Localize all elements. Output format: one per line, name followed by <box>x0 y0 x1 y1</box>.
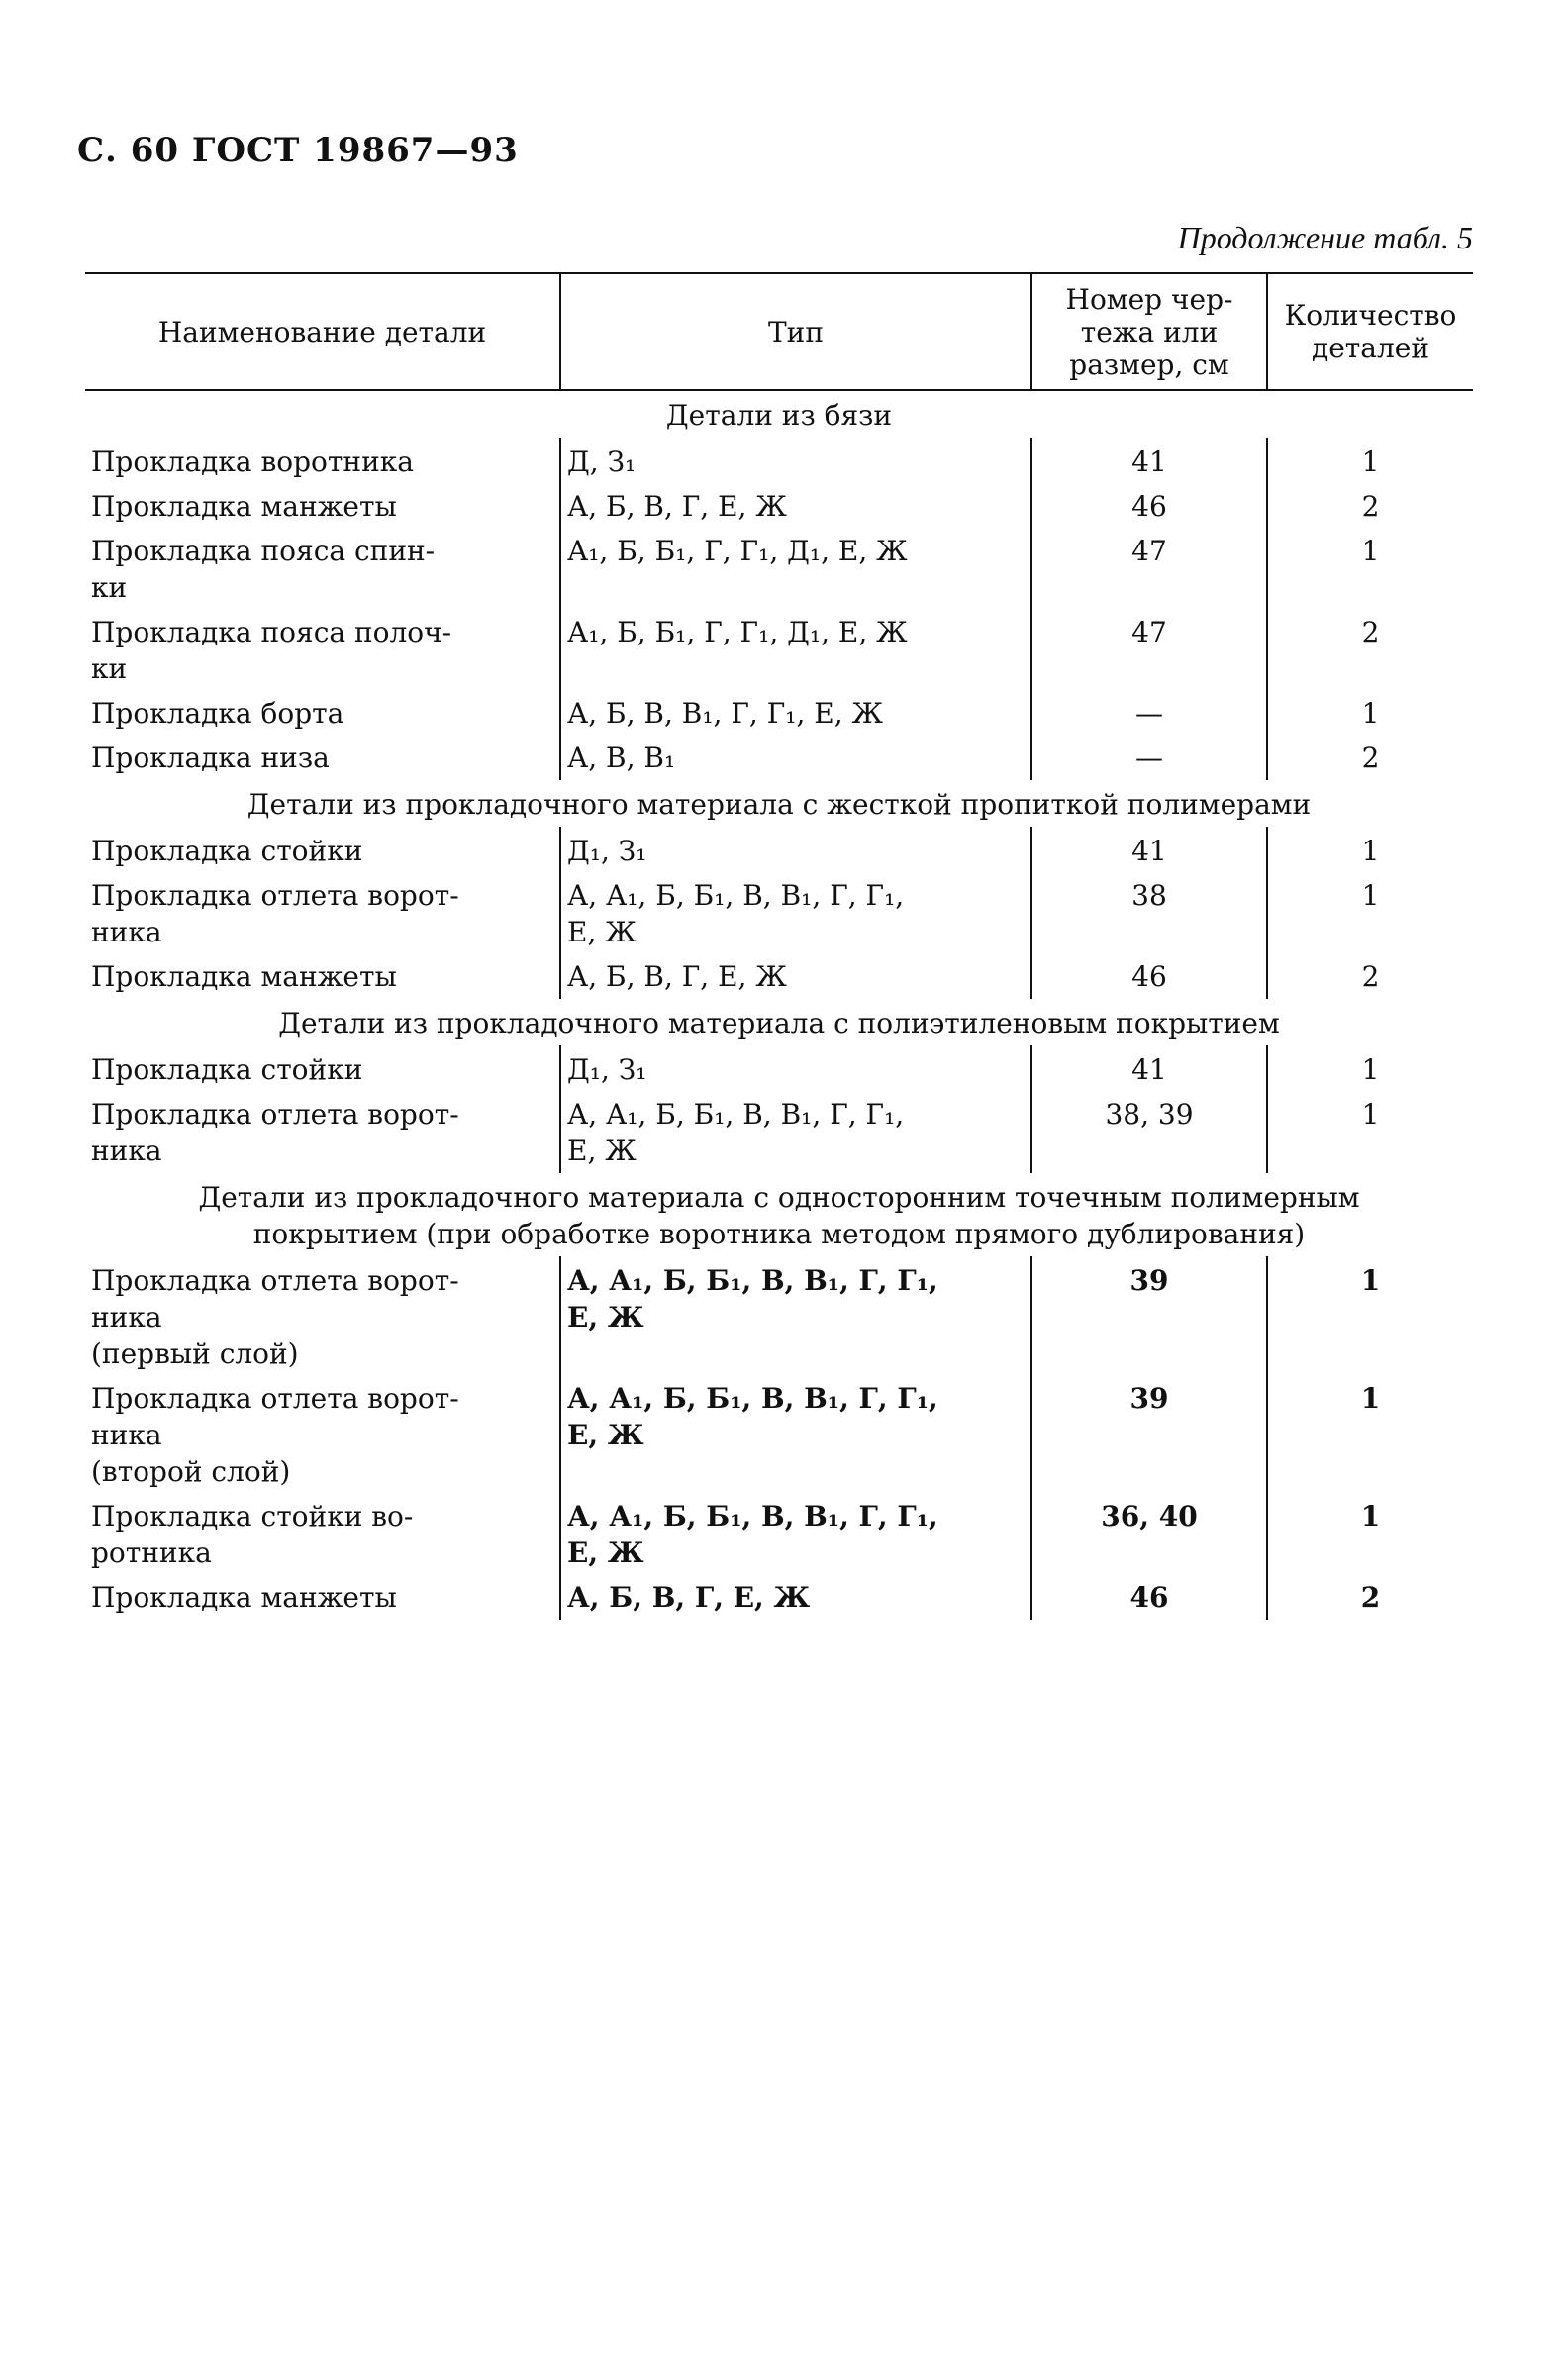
table-row <box>85 484 1473 529</box>
cell-part-name: Прокладка манжеты <box>91 960 397 993</box>
cell-drawing-number: 47 <box>1031 529 1267 610</box>
cell-part-name: Прокладка стойки <box>91 835 363 867</box>
cell-quantity: 1 <box>1267 438 1473 484</box>
cell-type: А, Б, В, Г, Е, Ж <box>560 484 1031 529</box>
cell-part-name: Прокладка отлета ворот- ника (первый слой) <box>91 1264 459 1370</box>
table-row <box>85 438 1473 484</box>
table-row <box>85 529 1473 610</box>
cell-quantity: 1 <box>1267 1494 1473 1575</box>
table-header-row <box>85 273 1473 390</box>
section-title: Детали из прокладочного материала с жесткой пропиткой полимерами <box>246 788 1312 821</box>
cell-quantity: 2 <box>1267 1575 1473 1620</box>
cell-part-name: Прокладка манжеты <box>91 1581 397 1614</box>
cell-part-name: Прокладка манжеты <box>91 490 397 523</box>
cell-part-name: Прокладка воротника <box>91 446 414 478</box>
cell-part-name: Прокладка отлета ворот- ника <box>91 879 459 948</box>
section-header-row <box>85 390 1473 438</box>
table-row <box>85 827 1473 873</box>
cell-type: А₁, Б, Б₁, Г, Г₁, Д₁, Е, Ж <box>560 529 1031 610</box>
cell-part-name: Прокладка пояса полоч- ки <box>91 616 452 685</box>
cell-quantity: 1 <box>1267 1045 1473 1092</box>
page-header: С. 60 ГОСТ 19867—93 <box>77 131 519 170</box>
cell-drawing-number: 39 <box>1031 1376 1267 1494</box>
cell-drawing-number: 41 <box>1031 438 1267 484</box>
table-row <box>85 1376 1473 1494</box>
table-row <box>85 1092 1473 1173</box>
cell-drawing-number: 38, 39 <box>1031 1092 1267 1173</box>
cell-drawing-number: 41 <box>1031 1045 1267 1092</box>
cell-part-name: Прокладка низа <box>91 742 330 774</box>
cell-type: А, А₁, Б, Б₁, В, В₁, Г, Г₁, Е, Ж <box>560 1092 1031 1173</box>
column-header-type: Тип <box>560 273 1031 390</box>
section-title: Детали из прокладочного материала с полиэтиленовым покрытием <box>278 1007 1280 1040</box>
cell-quantity: 2 <box>1267 610 1473 691</box>
cell-quantity: 1 <box>1267 1092 1473 1173</box>
cell-quantity: 1 <box>1267 873 1473 954</box>
table-body <box>85 390 1473 1620</box>
cell-part-name: Прокладка борта <box>91 697 344 730</box>
cell-type: А, А₁, Б, Б₁, В, В₁, Г, Г₁, Е, Ж <box>560 1376 1031 1494</box>
cell-quantity: 1 <box>1267 529 1473 610</box>
cell-part-name: Прокладка стойки <box>91 1053 363 1086</box>
cell-drawing-number: 46 <box>1031 1575 1267 1620</box>
cell-drawing-number: 39 <box>1031 1256 1267 1376</box>
cell-drawing-number: — <box>1031 691 1267 736</box>
cell-type: А, Б, В, Г, Е, Ж <box>560 1575 1031 1620</box>
cell-type: Д₁, З₁ <box>560 827 1031 873</box>
table-continuation-label: Продолжение табл. 5 <box>1177 220 1473 255</box>
table-row <box>85 691 1473 736</box>
cell-quantity: 1 <box>1267 827 1473 873</box>
cell-quantity: 2 <box>1267 736 1473 780</box>
cell-drawing-number: 46 <box>1031 954 1267 999</box>
parts-table <box>85 272 1473 1620</box>
cell-part-name: Прокладка отлета ворот- ника <box>91 1098 459 1167</box>
table-row <box>85 610 1473 691</box>
table-row <box>85 1256 1473 1376</box>
cell-type: А, В, В₁ <box>560 736 1031 780</box>
cell-quantity: 1 <box>1267 1256 1473 1376</box>
cell-type: А, А₁, Б, Б₁, В, В₁, Г, Г₁, Е, Ж <box>560 873 1031 954</box>
cell-type: А, Б, В, В₁, Г, Г₁, Е, Ж <box>560 691 1031 736</box>
cell-part-name: Прокладка стойки во- ротника <box>91 1500 414 1569</box>
cell-type: А, А₁, Б, Б₁, В, В₁, Г, Г₁, Е, Ж <box>560 1256 1031 1376</box>
section-title: Детали из прокладочного материала с односторонним точечным полимерным покрытием (при обработке воротника методом прямого дублирования) <box>198 1181 1360 1250</box>
table-row <box>85 873 1473 954</box>
table-row <box>85 1575 1473 1620</box>
table-row <box>85 954 1473 999</box>
cell-type: А, Б, В, Г, Е, Ж <box>560 954 1031 999</box>
section-header-row <box>85 780 1473 827</box>
cell-drawing-number: — <box>1031 736 1267 780</box>
cell-type: А₁, Б, Б₁, Г, Г₁, Д₁, Е, Ж <box>560 610 1031 691</box>
cell-type: Д₁, З₁ <box>560 1045 1031 1092</box>
cell-part-name: Прокладка пояса спин- ки <box>91 535 436 604</box>
column-header-drawing-number: Номер чер- тежа или размер, см <box>1031 273 1267 390</box>
section-title: Детали из бязи <box>665 399 893 432</box>
column-header-quantity: Количество деталей <box>1267 273 1473 390</box>
cell-quantity: 1 <box>1267 691 1473 736</box>
cell-type: А, А₁, Б, Б₁, В, В₁, Г, Г₁, Е, Ж <box>560 1494 1031 1575</box>
cell-drawing-number: 41 <box>1031 827 1267 873</box>
cell-part-name: Прокладка отлета ворот- ника (второй слой) <box>91 1382 459 1488</box>
table-row <box>85 1494 1473 1575</box>
cell-quantity: 2 <box>1267 954 1473 999</box>
cell-drawing-number: 36, 40 <box>1031 1494 1267 1575</box>
cell-quantity: 2 <box>1267 484 1473 529</box>
cell-type: Д, З₁ <box>560 438 1031 484</box>
cell-drawing-number: 46 <box>1031 484 1267 529</box>
column-header-name: Наименование детали <box>85 273 560 390</box>
table-row <box>85 736 1473 780</box>
cell-quantity: 1 <box>1267 1376 1473 1494</box>
table-row <box>85 1045 1473 1092</box>
cell-drawing-number: 47 <box>1031 610 1267 691</box>
section-header-row <box>85 1173 1473 1256</box>
cell-drawing-number: 38 <box>1031 873 1267 954</box>
section-header-row <box>85 999 1473 1045</box>
